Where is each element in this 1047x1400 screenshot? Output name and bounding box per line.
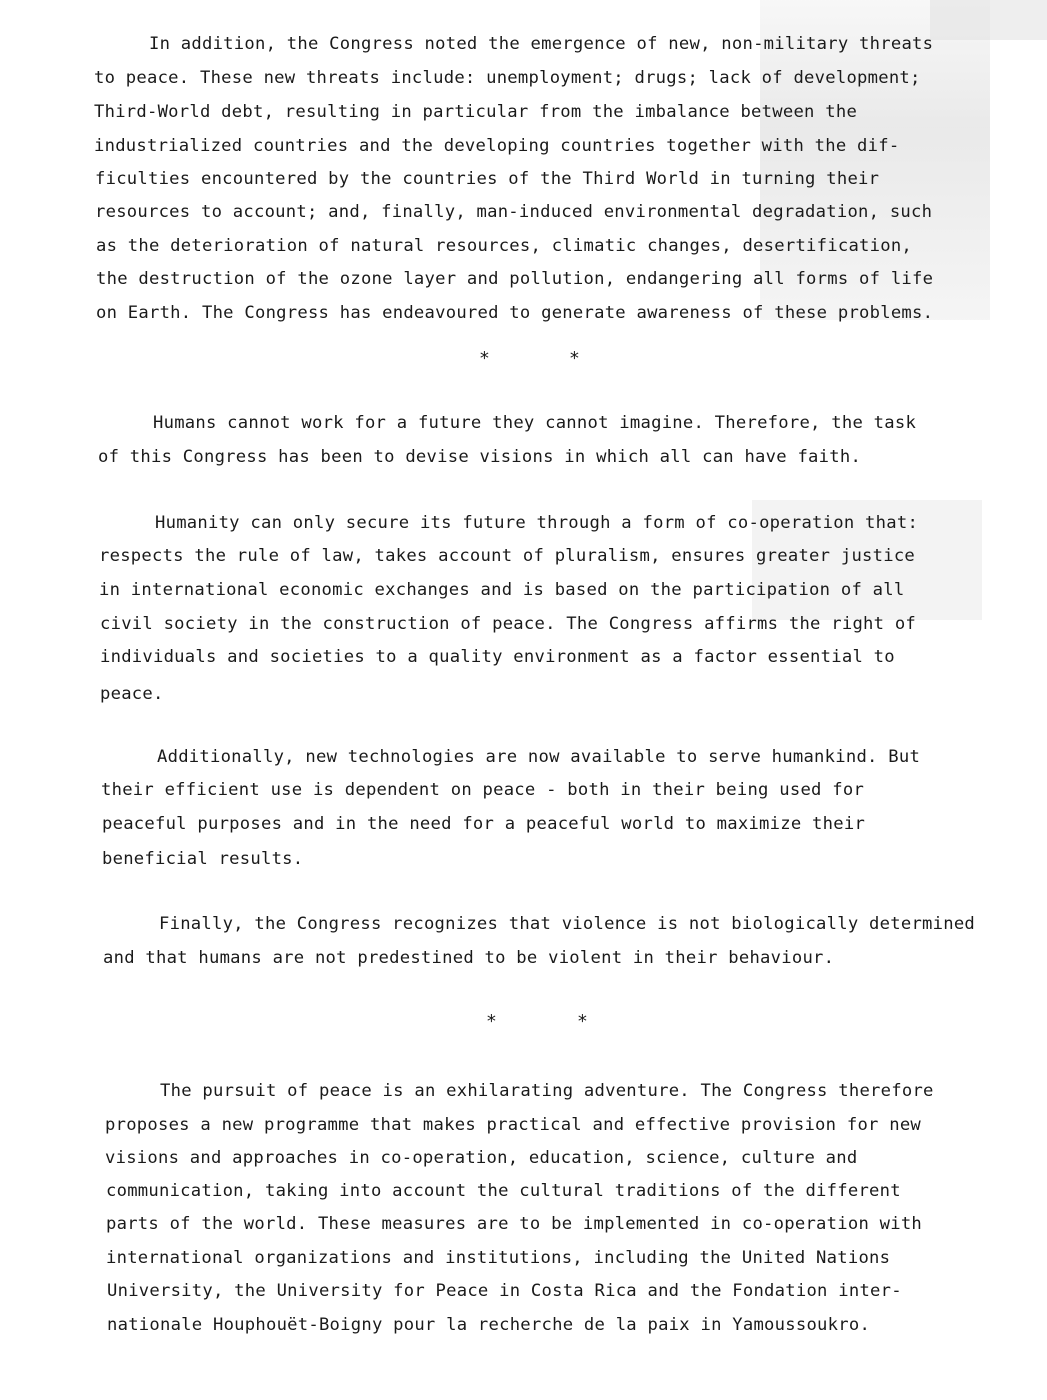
text-line: Humanity can only secure its future through a form of co-operation that: [155,513,919,533]
text-line: Humans cannot work for a future they cannot imagine. Therefore, the task [153,413,917,433]
text-line: to peace. These new threats include: unemployment; drugs; lack of development; [94,68,921,88]
text-line: beneficial results. [102,849,304,869]
text-line: visions and approaches in co-operation, education, science, culture and [105,1148,858,1168]
text-line: peace. [100,684,164,704]
text-line: In addition, the Congress noted the emergence of new, non-military threats [149,34,934,54]
text-line: as the deterioration of natural resources, climatic changes, desertification, [96,236,913,256]
text-line: in international economic exchanges and is based on the participation of all [99,580,905,600]
text-line: international organizations and institutions, including the United Nations [106,1248,891,1268]
text-line: The pursuit of peace is an exhilarating adventure. The Congress therefore [160,1081,934,1101]
asterisk: * [479,348,490,369]
text-line: respects the rule of law, takes account of pluralism, ensures greater justice [99,546,916,566]
text-line: Third-World debt, resulting in particular from the imbalance between the [94,102,858,122]
text-line: on Earth. The Congress has endeavoured to generate awareness of these problems. [96,303,934,323]
text-line: nationale Houphouët-Boigny pour la recherche de la paix in Yamoussoukro. [107,1315,871,1335]
text-line: ficulties encountered by the countries of the Third World in turning their [95,169,880,189]
text-line: civil society in the construction of peace. The Congress affirms the right of [100,614,917,634]
text-line: proposes a new programme that makes practical and effective provision for new [105,1115,922,1135]
text-line: of this Congress has been to devise visions in which all can have faith. [98,447,862,467]
asterisk: * [486,1011,497,1032]
text-line: industrialized countries and the developing countries together with the dif- [94,136,900,156]
text-line: the destruction of the ozone layer and pollution, endangering all forms of life [96,269,934,289]
text-line: Finally, the Congress recognizes that violence is not biologically determined [159,914,976,934]
text-line: parts of the world. These measures are to be implemented in co-operation with [106,1214,923,1234]
text-line: resources to account; and, finally, man-induced environmental degradation, such [95,202,933,222]
text-line: Additionally, new technologies are now available to serve humankind. But [157,747,921,767]
text-line: peaceful purposes and in the need for a peaceful world to maximize their [102,814,866,834]
text-line: individuals and societies to a quality environment as a factor essential to [100,647,895,667]
asterisk: * [569,348,580,369]
text-line: and that humans are not predestined to be violent in their behaviour. [103,948,835,968]
text-line: communication, taking into account the cultural traditions of the different [106,1181,901,1201]
text-line: University, the University for Peace in Costa Rica and the Fondation inter- [107,1281,902,1301]
text-line: their efficient use is dependent on peace - both in their being used for [101,780,865,800]
bleed-through-artifact [930,0,1047,40]
asterisk: * [577,1011,588,1032]
